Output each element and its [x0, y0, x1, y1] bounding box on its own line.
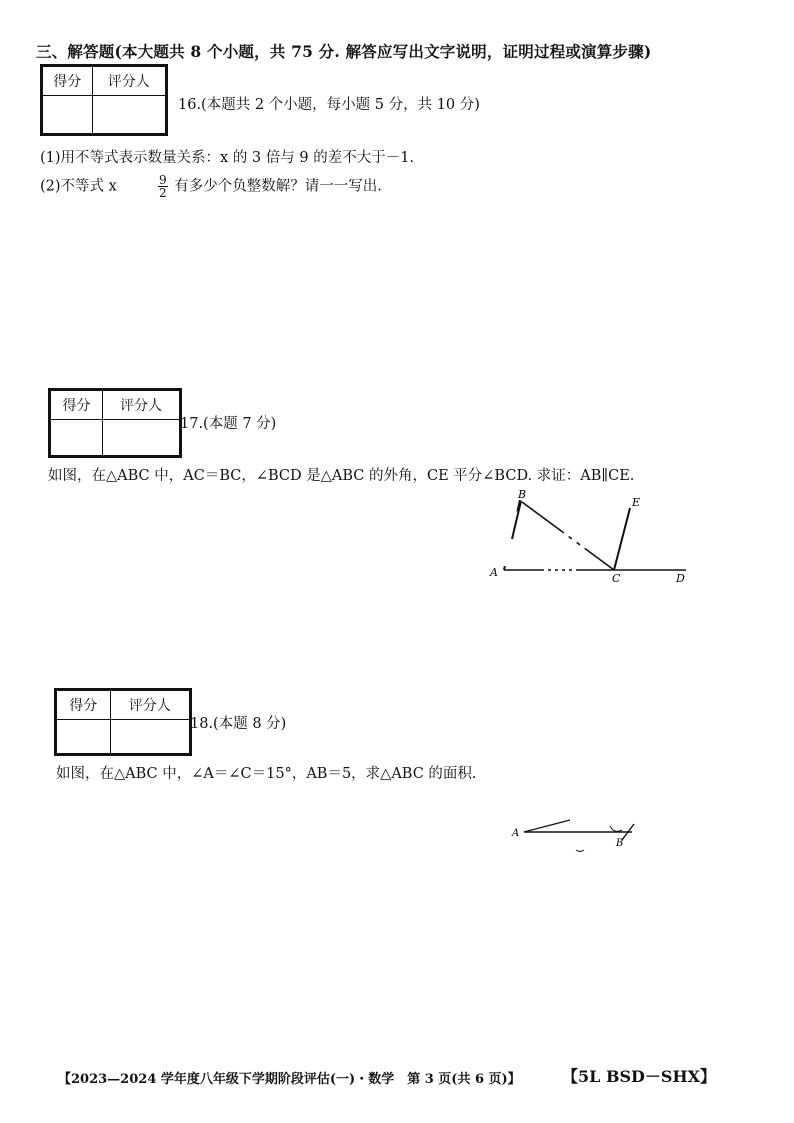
q18-header: 18.(本题 8 分) — [190, 716, 287, 732]
q16-part2-prefix: (2)不等式 x — [40, 178, 117, 195]
q18-text: 如图，在△ABC 中，∠A＝∠C＝15°，AB＝5，求△ABC 的面积. — [56, 766, 477, 782]
q16-header: 16.(本题共 2 个小题，每小题 5 分，共 10 分) — [178, 97, 480, 113]
grader-cell[interactable] — [110, 720, 189, 754]
line-a-up — [524, 820, 570, 832]
score-box-q17 — [48, 388, 182, 458]
q16-fraction — [158, 174, 168, 199]
grader-label: 评分人 — [102, 391, 179, 420]
tick-mark — [576, 850, 584, 852]
label-e: E — [632, 496, 641, 509]
page-footer: 【2023—2024 学年度八年级下学期阶段评估(一)・数学 第 3 页(共 6 页)】 — [58, 1072, 521, 1087]
q17-header: 17.(本题 7 分) — [180, 416, 277, 432]
q18-figure — [510, 812, 644, 858]
grader-cell[interactable] — [102, 420, 179, 456]
fraction-denominator: 2 — [159, 186, 167, 200]
q16-part2-suffix: 有多少个负整数解？请一一写出. — [174, 178, 382, 195]
score-box-q18 — [54, 688, 192, 756]
score-cell[interactable] — [57, 720, 111, 754]
line-ce — [614, 508, 630, 570]
label-a: A — [512, 828, 520, 839]
q17-text: 如图，在△ABC 中，AC＝BC，∠BCD 是△ABC 的外角，CE 平分∠BCD. 求证：AB∥CE. — [48, 468, 635, 484]
score-box-q16 — [40, 64, 168, 136]
paper-code: 【5L BSD－SHX】 — [562, 1067, 716, 1086]
line-ab-upper — [512, 501, 521, 539]
score-label: 得分 — [57, 691, 111, 720]
grader-cell[interactable] — [92, 96, 165, 134]
q16-part2 — [40, 174, 382, 199]
score-cell[interactable] — [43, 96, 93, 134]
score-cell[interactable] — [51, 420, 103, 456]
fraction-numerator: 9 — [159, 173, 167, 187]
score-label: 得分 — [51, 391, 103, 420]
label-a: A — [490, 566, 498, 579]
label-b: B — [518, 488, 527, 501]
angle-mark — [610, 826, 622, 831]
label-c: C — [612, 572, 621, 585]
label-b: B — [616, 838, 624, 849]
q16-part1: (1)用不等式表示数量关系：x 的 3 倍与 9 的差不大于－1. — [40, 150, 415, 166]
label-d: D — [676, 572, 685, 585]
section-title: 三、解答题(本大题共 8 个小题，共 75 分. 解答应写出文字说明，证明过程或演算步骤) — [36, 42, 652, 61]
q17-figure — [486, 484, 696, 588]
grader-label: 评分人 — [110, 691, 189, 720]
line-bc — [522, 502, 614, 570]
score-label: 得分 — [43, 67, 93, 96]
grader-label: 评分人 — [92, 67, 165, 96]
